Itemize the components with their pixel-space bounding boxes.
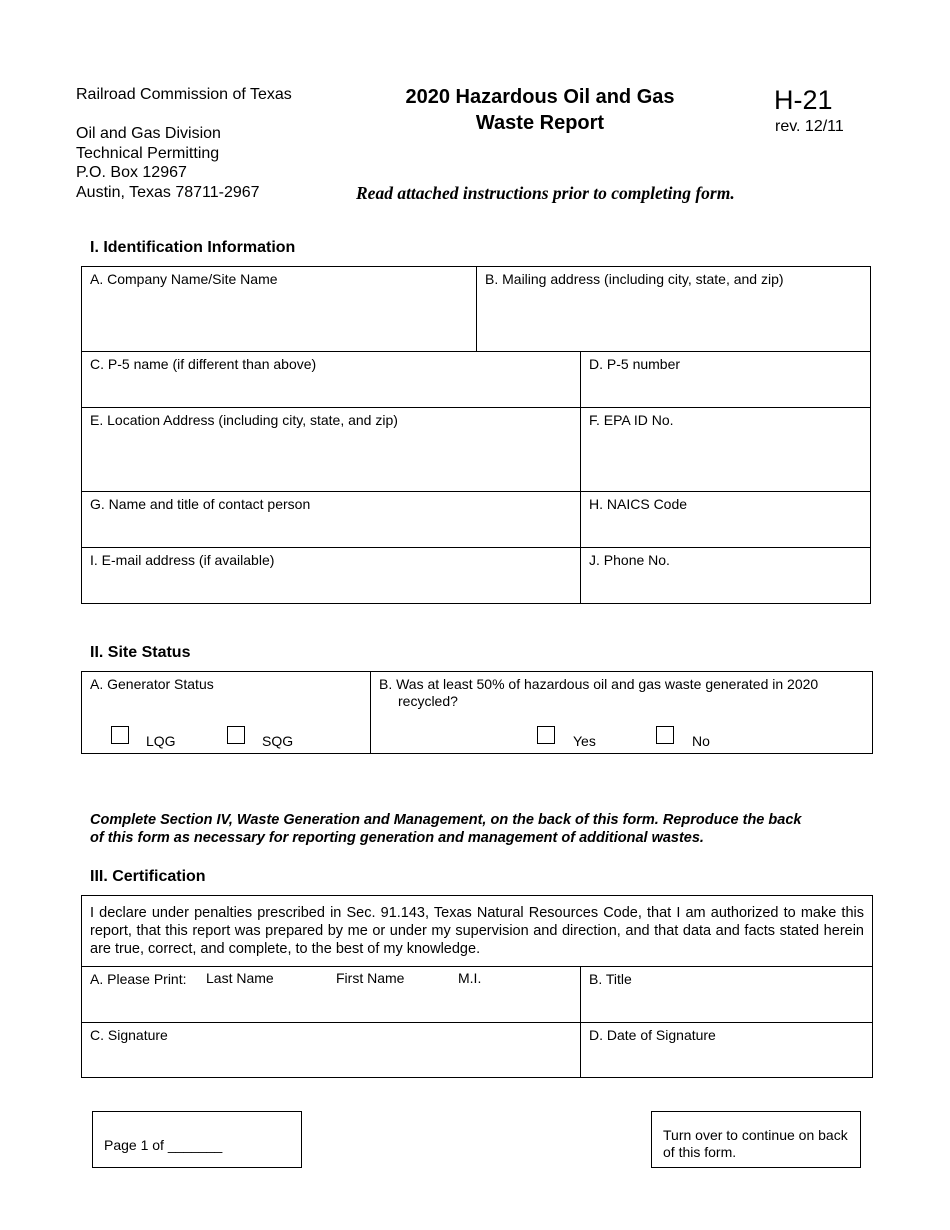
location-address-field[interactable] xyxy=(82,407,580,491)
title-field[interactable] xyxy=(580,966,872,1022)
form-revision: rev. 12/11 xyxy=(775,118,844,135)
company-name-field[interactable] xyxy=(82,267,476,351)
field-label: C. P-5 name (if different than above) xyxy=(90,356,317,372)
instructions-note: Read attached instructions prior to completing form. xyxy=(356,183,735,203)
agency-address xyxy=(76,124,260,202)
signature-field[interactable] xyxy=(82,1022,580,1077)
field-label: A. Company Name/Site Name xyxy=(90,271,278,287)
p5-name-field[interactable] xyxy=(82,351,580,407)
address-line: Austin, Texas 78711-2967 xyxy=(76,183,260,201)
note-line: Complete Section IV, Waste Generation and Management, on the back of this form. Reproduce the back xyxy=(90,812,802,828)
note-line: of this form as necessary for reporting generation and management of additional wastes. xyxy=(90,830,704,846)
field-label: D. P-5 number xyxy=(589,356,681,372)
recycled-cell xyxy=(370,672,872,753)
page-number-box xyxy=(92,1111,302,1168)
page-number-label: Page 1 of _______ xyxy=(104,1137,223,1153)
field-label: B. Mailing address (including city, state, and zip) xyxy=(485,271,784,287)
lqg-checkbox[interactable] xyxy=(111,726,129,744)
epa-id-field[interactable] xyxy=(580,407,870,491)
first-name-label: First Name xyxy=(336,970,405,986)
field-label: C. Signature xyxy=(90,1027,168,1043)
form-number: H-21 xyxy=(774,85,833,115)
address-line: P.O. Box 12967 xyxy=(76,164,187,181)
phone-field[interactable] xyxy=(580,547,870,603)
certification-table xyxy=(81,895,873,1078)
field-label: G. Name and title of contact person xyxy=(90,496,311,512)
field-label: B. Was at least 50% of hazardous oil and gas waste generated in 2020 xyxy=(379,676,819,692)
field-label: A. Generator Status xyxy=(90,676,214,692)
field-label: F. EPA ID No. xyxy=(589,412,674,428)
field-label: A. Please Print: xyxy=(90,971,187,987)
certification-declaration: I declare under penalties prescribed in Sec. 91.143, Texas Natural Resources Code, that I am authorized to make this report, that this report was prepared by me or under my supervision and direction, and that data and facts stated herein are true, correct, and complete, to the best of my knowledge. xyxy=(90,905,864,957)
turn-over-box xyxy=(651,1111,861,1168)
no-checkbox[interactable] xyxy=(656,726,674,744)
field-label: J. Phone No. xyxy=(589,552,670,568)
field-label: B. Title xyxy=(589,971,632,987)
section-heading: III. Certification xyxy=(90,868,206,885)
section-heading: II. Site Status xyxy=(90,644,191,661)
no-label: No xyxy=(692,733,710,749)
address-line: Technical Permitting xyxy=(76,144,220,162)
email-field[interactable] xyxy=(82,547,580,603)
lqg-label: LQG xyxy=(146,733,176,749)
turn-over-note xyxy=(663,1127,848,1161)
mailing-address-field[interactable] xyxy=(476,267,870,351)
form-title xyxy=(370,84,710,136)
identification-table xyxy=(81,266,871,604)
field-label: I. E-mail address (if available) xyxy=(90,552,275,568)
field-label: D. Date of Signature xyxy=(589,1027,716,1043)
yes-label: Yes xyxy=(573,733,596,749)
signature-date-field[interactable] xyxy=(580,1022,872,1077)
naics-code-field[interactable] xyxy=(580,491,870,547)
sqg-label: SQG xyxy=(262,733,294,749)
agency-name: Railroad Commission of Texas xyxy=(76,86,292,103)
form-title-line1: 2020 Hazardous Oil and Gas xyxy=(405,86,675,108)
last-name-label: Last Name xyxy=(206,970,274,986)
form-title-line2: Waste Report xyxy=(475,112,605,134)
p5-number-field[interactable] xyxy=(580,351,870,407)
contact-person-field[interactable] xyxy=(82,491,580,547)
turn-over-line: of this form. xyxy=(663,1144,737,1160)
field-label: E. Location Address (including city, state, and zip) xyxy=(90,412,398,428)
field-label: H. NAICS Code xyxy=(589,496,688,512)
sqg-checkbox[interactable] xyxy=(227,726,245,744)
yes-checkbox[interactable] xyxy=(537,726,555,744)
turn-over-line: Turn over to continue on back xyxy=(663,1127,848,1143)
section-heading: I. Identification Information xyxy=(90,239,296,256)
address-line: Oil and Gas Division xyxy=(76,125,221,142)
site-status-table xyxy=(81,671,873,754)
print-name-field[interactable] xyxy=(82,966,580,1022)
middle-initial-label: M.I. xyxy=(458,970,482,986)
section-iv-note xyxy=(90,811,880,847)
field-label: recycled? xyxy=(398,693,458,709)
